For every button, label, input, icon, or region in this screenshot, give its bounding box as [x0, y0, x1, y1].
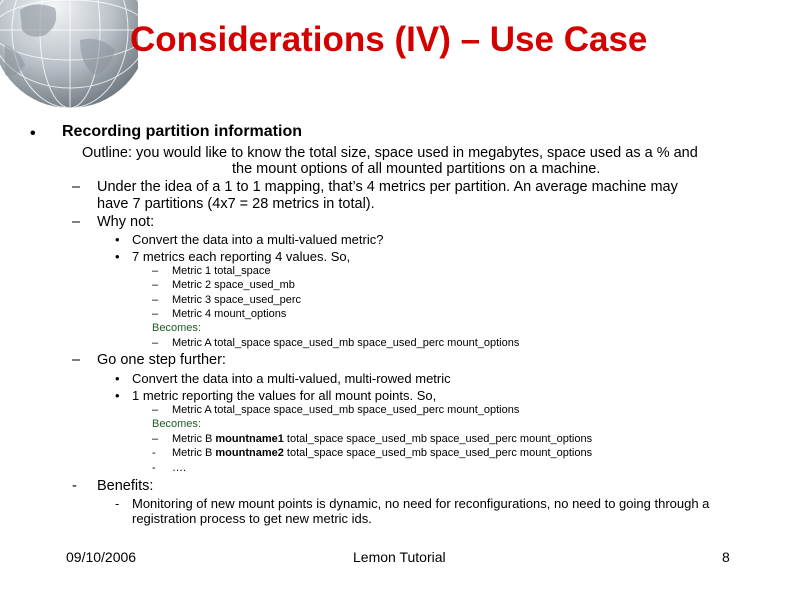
dash-marker: – — [152, 308, 159, 320]
becomes-label: Becomes: — [152, 418, 201, 430]
bullet-marker: • — [115, 232, 120, 247]
dash-marker: – — [72, 179, 81, 195]
metric-result: Metric A total_space space_used_mb space_used_perc mount_options — [172, 337, 520, 349]
footer-title: Lemon Tutorial — [353, 549, 446, 565]
why-not-heading: Why not: — [97, 214, 155, 230]
metric-item: Metric 3 space_used_perc — [172, 294, 302, 306]
benefits-line-1: Monitoring of new mount points is dynamic, no need for reconfigurations, no need to going through a — [132, 496, 710, 511]
ellipsis-item: …. — [172, 462, 187, 474]
dash-marker: – — [72, 214, 81, 230]
bullet-marker: • — [115, 371, 120, 386]
metric-b-rest: total_space space_used_mb space_used_perc mount_options — [283, 447, 593, 459]
metric-item: Metric 2 space_used_mb — [172, 279, 295, 291]
main-bullet-text: Recording partition information — [62, 123, 302, 140]
metric-item: Metric 1 total_space — [172, 265, 271, 277]
dash-marker: – — [152, 279, 159, 291]
dash-marker: - — [152, 447, 156, 459]
becomes-label: Becomes: — [152, 322, 201, 334]
metric-b-prefix: Metric B — [172, 433, 216, 445]
idea-line-2: have 7 partitions (4x7 = 28 metrics in total). — [97, 196, 375, 212]
footer-date: 09/10/2006 — [66, 549, 137, 565]
dash-marker: - — [152, 462, 156, 474]
dash-marker: - — [72, 478, 77, 494]
mountname-bold: mountname2 — [215, 447, 284, 459]
metric-b-rest: total_space space_used_mb space_used_perc mount_options — [283, 433, 593, 445]
benefits-heading: Benefits: — [97, 478, 154, 494]
bullet-marker: • — [30, 125, 36, 142]
dash-marker: – — [152, 294, 159, 306]
idea-line-1: Under the idea of a 1 to 1 mapping, that’s 4 metrics per partition. An average machine may — [97, 179, 678, 195]
further-bullet-1: Convert the data into a multi-valued, multi-rowed metric — [132, 371, 451, 386]
outline-line-1: Outline: you would like to know the total size, space used in megabytes, space used as a % and — [82, 145, 698, 161]
metric-item: Metric 4 mount_options — [172, 308, 287, 320]
page-number: 8 — [722, 549, 730, 565]
further-bullet-2: 1 metric reporting the values for all mount points. So, — [132, 388, 437, 403]
mountname-bold: mountname1 — [215, 433, 284, 445]
metric-b-row-1 — [172, 433, 592, 445]
dash-marker: – — [72, 352, 81, 368]
why-not-bullet-1: Convert the data into a multi-valued metric? — [132, 232, 384, 247]
globe-logo — [0, 0, 138, 110]
why-not-bullet-2: 7 metrics each reporting 4 values. So, — [132, 249, 351, 264]
dash-marker: – — [152, 404, 159, 416]
outline-line-2: the mount options of all mounted partitions on a machine. — [232, 161, 601, 177]
bullet-marker: • — [115, 249, 120, 264]
metric-b-row-2 — [172, 447, 592, 459]
metric-b-prefix: Metric B — [172, 447, 216, 459]
benefits-line-2: registration process to get new metric ids. — [132, 511, 372, 526]
slide-title: Considerations (IV) – Use Case — [130, 20, 648, 59]
dash-marker: – — [152, 337, 159, 349]
dash-marker: – — [152, 265, 159, 277]
dash-marker: – — [152, 433, 159, 445]
dash-marker: - — [115, 496, 120, 511]
bullet-marker: • — [115, 388, 120, 403]
metric-a: Metric A total_space space_used_mb space_used_perc mount_options — [172, 404, 520, 416]
further-heading: Go one step further: — [97, 352, 226, 368]
